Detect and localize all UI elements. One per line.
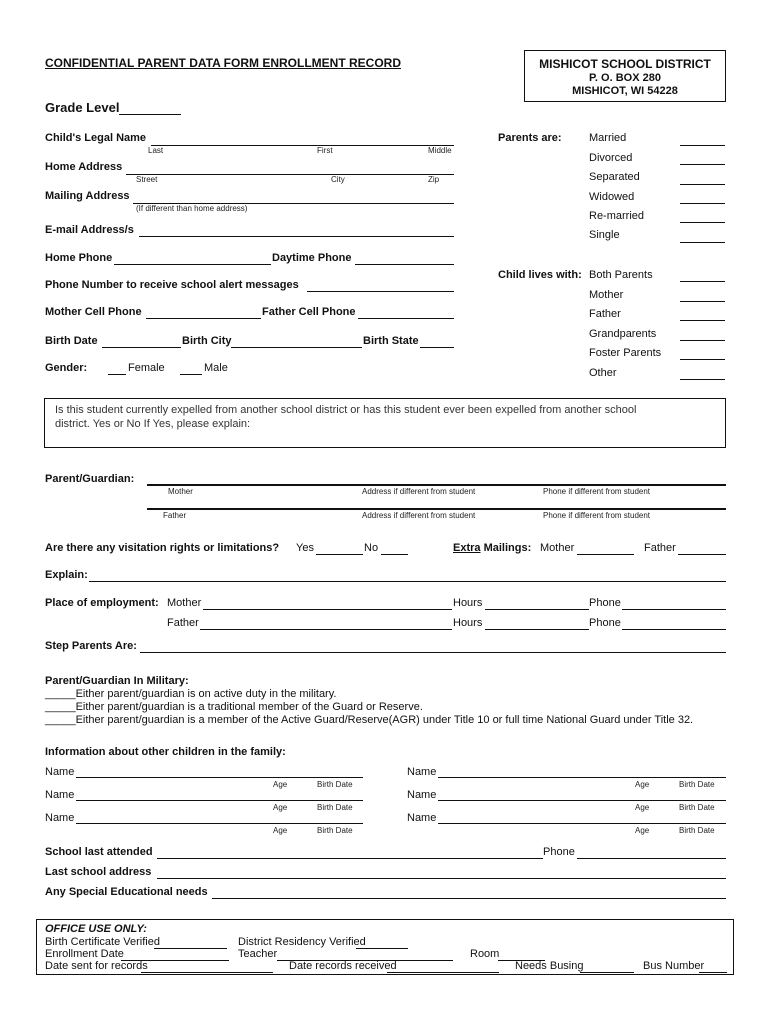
parents-option-married: Married xyxy=(589,132,627,144)
employment-father-phone-field[interactable] xyxy=(622,629,726,630)
employment-mother: Mother xyxy=(167,597,202,609)
district-box xyxy=(524,50,726,102)
employment-mother-field[interactable] xyxy=(203,609,452,610)
child2-name-label: Name xyxy=(45,789,75,801)
home-address-field[interactable] xyxy=(126,174,454,175)
lives-with-mother: Mother xyxy=(589,289,624,301)
birth-state-field[interactable] xyxy=(420,347,454,348)
child-name-hint-middle: Middle xyxy=(428,146,452,155)
extra-mailings-mother-field[interactable] xyxy=(577,554,634,555)
other-children-title: Information about other children in the family: xyxy=(45,746,286,758)
birth-city-label: Birth City xyxy=(182,335,232,347)
child2-age-hint: Age xyxy=(273,803,288,812)
alert-phone-label: Phone Number to receive school alert messages xyxy=(45,279,299,291)
explain-label: Explain: xyxy=(45,569,88,581)
last-address-label: Last school address xyxy=(45,866,152,878)
guardian-label: Parent/Guardian: xyxy=(45,473,135,485)
parents-widowed-field[interactable] xyxy=(680,203,725,204)
mailing-address-hint: (If different than home address) xyxy=(136,204,248,213)
guardian-father-address-hint: Address if different from student xyxy=(362,511,476,520)
home-phone-label: Home Phone xyxy=(45,252,113,264)
office-room: Room xyxy=(470,948,500,960)
parents-married-field[interactable] xyxy=(680,145,725,146)
military-active-duty[interactable]: _____Either parent/guardian is on active duty in the military. xyxy=(45,688,337,700)
parents-are-label: Parents are: xyxy=(498,132,562,144)
office-bus-number-field[interactable] xyxy=(699,972,727,973)
lives-with-both: Both Parents xyxy=(589,269,653,281)
employment-father-field[interactable] xyxy=(200,629,452,630)
special-needs-field[interactable] xyxy=(212,898,726,899)
grade-level-label: Grade Level xyxy=(45,100,120,115)
grade-level-field[interactable] xyxy=(119,114,181,115)
lives-with-mother-field[interactable] xyxy=(680,301,725,302)
office-bus-number: Bus Number xyxy=(643,960,705,972)
home-phone-field[interactable] xyxy=(114,264,271,265)
mother-cell-field[interactable] xyxy=(146,318,261,319)
child5-name-label: Name xyxy=(407,789,437,801)
extra-mailings-mother: Mother xyxy=(540,542,575,554)
child4-birth-hint: Birth Date xyxy=(679,780,715,789)
guardian-mother-address-hint: Address if different from student xyxy=(362,487,476,496)
employment-label: Place of employment: xyxy=(45,597,159,609)
child3-birth-hint: Birth Date xyxy=(317,826,353,835)
office-residency: District Residency Verified xyxy=(238,936,366,948)
child4-name-label: Name xyxy=(407,766,437,778)
child4-age-hint: Age xyxy=(635,780,650,789)
office-date-received: Date records received xyxy=(289,960,397,972)
email-field[interactable] xyxy=(139,236,454,237)
extra-mailings-father: Father xyxy=(644,542,676,554)
birth-city-field[interactable] xyxy=(231,347,362,348)
child6-birth-hint: Birth Date xyxy=(679,826,715,835)
home-address-label: Home Address xyxy=(45,161,123,173)
child2-birth-hint: Birth Date xyxy=(317,803,353,812)
school-last-phone-field[interactable] xyxy=(577,858,726,859)
employment-father-phone: Phone xyxy=(589,617,621,629)
child3-name-label: Name xyxy=(45,812,75,824)
visitation-yes-field[interactable] xyxy=(316,554,363,555)
child2-name-field[interactable] xyxy=(76,800,363,801)
office-needs-busing: Needs Busing xyxy=(515,960,584,972)
child6-name-label: Name xyxy=(407,812,437,824)
gender-label: Gender: xyxy=(45,362,88,374)
office-residency-field[interactable] xyxy=(356,948,408,949)
form-title: CONFIDENTIAL PARENT DATA FORM ENROLLMENT RECORD xyxy=(45,56,401,70)
military-agr[interactable]: _____Either parent/guardian is a member of the Active Guard/Reserve(AGR) under Title 10 or full time National Guard under Title 32. xyxy=(45,714,694,726)
office-box xyxy=(36,919,734,975)
child6-age-hint: Age xyxy=(635,826,650,835)
employment-mother-phone-field[interactable] xyxy=(622,609,726,610)
child5-birth-hint: Birth Date xyxy=(679,803,715,812)
lives-with-foster-field[interactable] xyxy=(680,359,725,360)
special-needs-label: Any Special Educational needs xyxy=(45,886,208,898)
military-traditional[interactable]: _____Either parent/guardian is a traditional member of the Guard or Reserve. xyxy=(45,701,423,713)
guardian-father-phone-hint: Phone if different from student xyxy=(543,511,651,520)
birth-date-label: Birth Date xyxy=(45,335,98,347)
parents-option-divorced: Divorced xyxy=(589,152,633,164)
guardian-mother-hint: Mother xyxy=(168,487,193,496)
home-address-hint-zip: Zip xyxy=(428,175,440,184)
expelled-box[interactable] xyxy=(44,398,726,448)
child5-age-hint: Age xyxy=(635,803,650,812)
parents-remarried-field[interactable] xyxy=(680,222,725,223)
office-birth-cert-field[interactable] xyxy=(154,948,227,949)
office-date-sent: Date sent for records xyxy=(45,960,148,972)
extra-mailings-label xyxy=(453,542,531,554)
step-parents-label: Step Parents Are: xyxy=(45,640,137,652)
lives-with-both-field[interactable] xyxy=(680,281,725,282)
district-city: MISHICOT, WI 54228 xyxy=(572,85,678,97)
school-last-phone-label: Phone xyxy=(543,846,575,858)
child1-birth-hint: Birth Date xyxy=(317,780,353,789)
child1-name-label: Name xyxy=(45,766,75,778)
lives-with-label: Child lives with: xyxy=(498,269,582,281)
father-cell-label: Father Cell Phone xyxy=(262,306,356,318)
child-name-field[interactable] xyxy=(151,145,454,146)
child4-name-field[interactable] xyxy=(438,777,726,778)
office-title: OFFICE USE ONLY: xyxy=(45,923,147,935)
daytime-phone-label: Daytime Phone xyxy=(272,252,352,264)
gender-female-label: Female xyxy=(128,362,165,374)
child-name-hint-last: Last xyxy=(148,146,164,155)
lives-with-other: Other xyxy=(589,367,617,379)
parents-option-separated: Separated xyxy=(589,171,640,183)
explain-field[interactable] xyxy=(89,581,726,582)
school-last-field[interactable] xyxy=(157,858,543,859)
visitation-yes: Yes xyxy=(296,542,314,554)
military-title: Parent/Guardian In Military: xyxy=(45,675,189,687)
lives-with-father-field[interactable] xyxy=(680,320,725,321)
child-name-hint-first: First xyxy=(317,146,333,155)
visitation-no: No xyxy=(364,542,379,554)
parents-divorced-field[interactable] xyxy=(680,164,725,165)
lives-with-grandparents: Grandparents xyxy=(589,328,657,340)
mailings-word: Mailings: xyxy=(480,542,532,554)
child5-name-field[interactable] xyxy=(438,800,726,801)
office-needs-busing-field[interactable] xyxy=(580,972,634,973)
parents-single-field[interactable] xyxy=(680,242,725,243)
visitation-no-field[interactable] xyxy=(381,554,408,555)
district-po-box: P. O. BOX 280 xyxy=(589,72,661,84)
child1-name-field[interactable] xyxy=(76,777,363,778)
employment-father: Father xyxy=(167,617,199,629)
employment-father-hours-field[interactable] xyxy=(485,629,589,630)
home-address-hint-city: City xyxy=(331,175,345,184)
office-date-sent-field[interactable] xyxy=(141,972,273,973)
mother-cell-label: Mother Cell Phone xyxy=(45,306,142,318)
parents-separated-field[interactable] xyxy=(680,184,725,185)
guardian-father-hint: Father xyxy=(163,511,187,520)
office-teacher: Teacher xyxy=(238,948,278,960)
parents-option-single: Single xyxy=(589,229,620,241)
employment-mother-phone: Phone xyxy=(589,597,621,609)
last-address-field[interactable] xyxy=(157,878,726,879)
visitation-label: Are there any visitation rights or limitations? xyxy=(45,542,280,554)
extra-mailings-father-field[interactable] xyxy=(678,554,726,555)
email-label: E-mail Address/s xyxy=(45,224,134,236)
expelled-line2: district. Yes or No If Yes, please explain: xyxy=(55,418,251,430)
office-date-received-field[interactable] xyxy=(387,972,499,973)
district-name: MISHICOT SCHOOL DISTRICT xyxy=(539,57,711,71)
gender-female-field[interactable] xyxy=(108,374,126,375)
lives-with-foster: Foster Parents xyxy=(589,347,662,359)
child6-name-field[interactable] xyxy=(438,823,726,824)
birth-state-label: Birth State xyxy=(363,335,419,347)
guardian-mother-phone-hint: Phone if different from student xyxy=(543,487,651,496)
expelled-line1: Is this student currently expelled from another school district or has this student ever been expelled from another school xyxy=(55,404,637,416)
guardian-mother-field[interactable] xyxy=(147,484,726,486)
mailing-address-label: Mailing Address xyxy=(45,190,130,202)
guardian-father-field[interactable] xyxy=(147,508,726,510)
child1-age-hint: Age xyxy=(273,780,288,789)
employment-father-hours: Hours xyxy=(453,617,483,629)
daytime-phone-field[interactable] xyxy=(355,264,454,265)
school-last-label: School last attended xyxy=(45,846,153,858)
child-name-label: Child's Legal Name xyxy=(45,132,147,144)
gender-male-field[interactable] xyxy=(180,374,202,375)
lives-with-father: Father xyxy=(589,308,621,320)
employment-mother-hours-field[interactable] xyxy=(485,609,589,610)
birth-date-field[interactable] xyxy=(102,347,181,348)
home-address-hint-street: Street xyxy=(136,175,158,184)
parents-option-remarried: Re-married xyxy=(589,210,645,222)
extra-word: Extra xyxy=(453,542,481,554)
alert-phone-field[interactable] xyxy=(307,291,454,292)
child3-name-field[interactable] xyxy=(76,823,363,824)
office-birth-cert: Birth Certificate Verified xyxy=(45,936,160,948)
employment-mother-hours: Hours xyxy=(453,597,483,609)
gender-male-label: Male xyxy=(204,362,228,374)
office-enrollment: Enrollment Date xyxy=(45,948,124,960)
child3-age-hint: Age xyxy=(273,826,288,835)
lives-with-other-field[interactable] xyxy=(680,379,725,380)
lives-with-grandparents-field[interactable] xyxy=(680,340,725,341)
step-parents-field[interactable] xyxy=(140,652,726,653)
father-cell-field[interactable] xyxy=(358,318,454,319)
parents-option-widowed: Widowed xyxy=(589,191,635,203)
